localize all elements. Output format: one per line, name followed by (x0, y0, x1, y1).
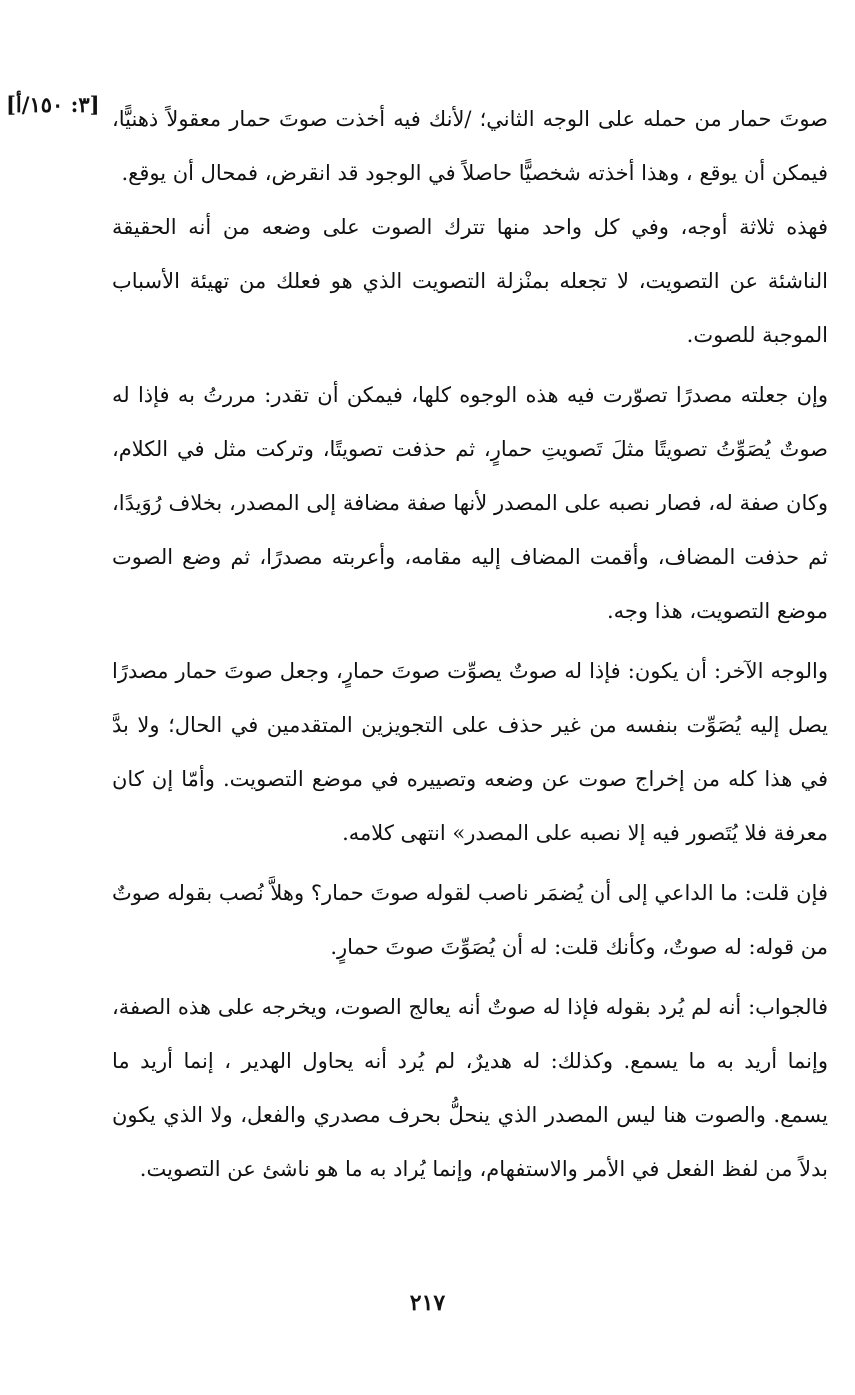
margin-reference-note: [٣: ١٥٠/أ] (6, 92, 100, 117)
paragraph-2: فهذه ثلاثة أوجه، وفي كل واحد منها تترك الصوت على وضعه من أنه الحقيقة الناشئة عن التصويت، لا تجعله بمنْزلة التصويت الذي هو فعلك من تهيئة الأسباب الموجبة للصوت. (112, 215, 828, 347)
paragraph-1: صوتَ حمار من حمله على الوجه الثاني؛ /لأنك فيه أخذت صوتَ حمار معقولاً ذهنيًّا، فيمكن أن يوقع ، وهذا أخذته شخصيًّا حاصلاً في الوجود قد انقرض، فمحال أن يوقع. (112, 107, 828, 185)
paragraph-4: والوجه الآخر: أن يكون: فإذا له صوتٌ يصوِّت صوتَ حمارٍ، وجعل صوتَ حمار مصدرًا يصل إليه يُصَوِّت بنفسه من غير حذف على التجويزين المتقدمين في الحال؛ ولا بدَّ في هذا كله من إخراج صوت عن وضعه وتصييره في موضع التصويت. وأمّا إن كان معرفة فلا يُتَصور فيه إلا نصبه على المصدر» انتهى كلامه. (112, 659, 828, 845)
paragraph-5: فإن قلت: ما الداعي إلى أن يُضمَر ناصب لقوله صوتَ حمار؟ وهلاَّ نُصب بقوله صوتٌ من قوله: له صوتٌ، وكأنك قلت: له أن يُصَوِّتَ صوتَ حمارٍ. (112, 881, 828, 959)
paragraph-3: وإن جعلته مصدرًا تصوّرت فيه هذه الوجوه كلها، فيمكن أن تقدر: مررتُ به فإذا له صوتٌ يُصَوِّتُ تصويتًا مثلَ تَصويتِ حمارٍ، ثم حذفت تصويتًا، وتركت مثل في الكلام، وكان صفة له، فصار نصبه على المصدر لأنها صفة مضافة إلى المصدر، بخلاف رُوَيدًا، ثم حذفت المضاف، وأقمت المضاف إليه مقامه، وأعربته مصدرًا، ثم وضع الصوت موضع التصويت، هذا وجه. (112, 383, 828, 623)
page-number: ٢١٧ (409, 1290, 446, 1316)
body-text (112, 92, 828, 1196)
paragraph-6: فالجواب: أنه لم يُرد بقوله فإذا له صوتٌ أنه يعالج الصوت، ويخرجه على هذه الصفة، وإنما أريد به ما يسمع. وكذلك: له هديرٌ، لم يُرد أنه يحاول الهدير ، إنما أريد ما يسمع. والصوت هنا ليس المصدر الذي ينحلُّ بحرف مصدري والفعل، ولا الذي يكون بدلاً من لفظ الفعل في الأمر والاستفهام، وإنما يُراد به ما هو ناشئ عن التصويت. (112, 995, 828, 1181)
